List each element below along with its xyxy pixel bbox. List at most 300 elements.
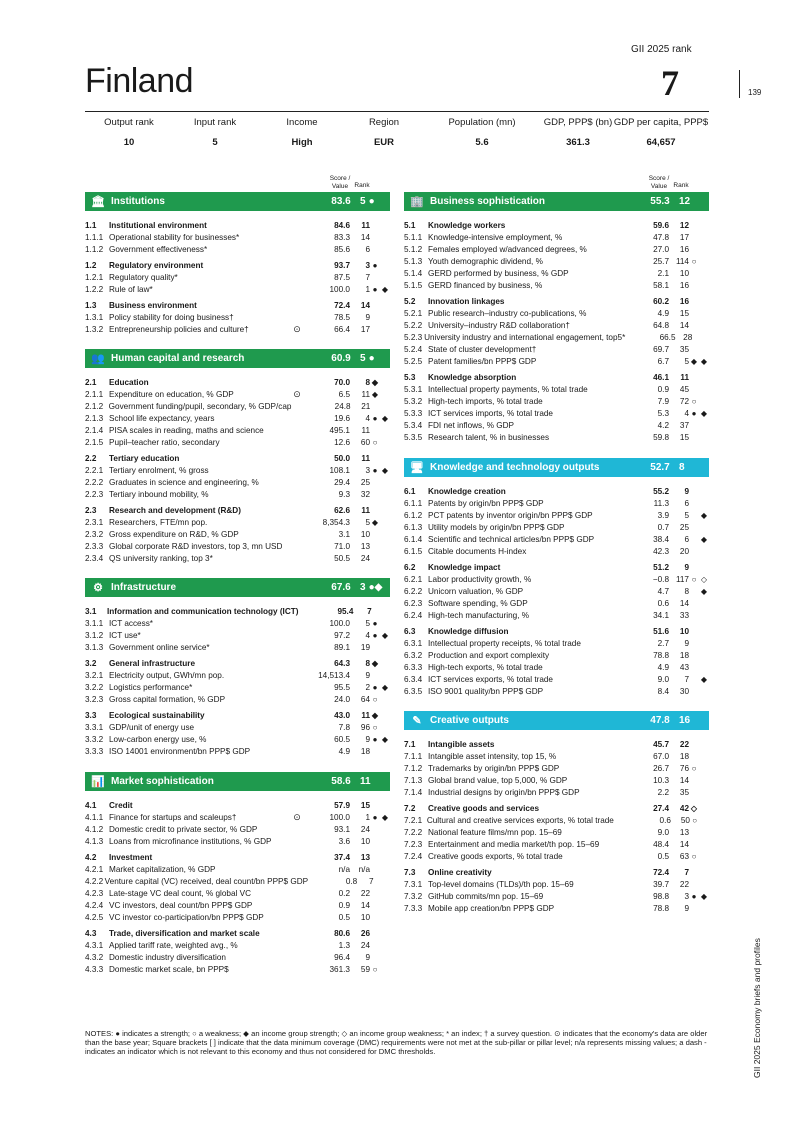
strength-marker: ○ [691, 396, 697, 406]
row-number: 2.2.1 [85, 465, 104, 475]
row-number: 7.2.2 [404, 827, 423, 837]
row-value: 51.2 [653, 562, 669, 572]
pillar-row [85, 799, 390, 811]
row-value: 495.1 [329, 425, 350, 435]
row-rank: 14 [360, 232, 370, 242]
institution-icon: 🏛 [91, 196, 105, 208]
row-label: Graduates in science and engineering, % [109, 477, 259, 487]
row-label: Government online service* [109, 642, 210, 652]
row-rank: 24 [360, 824, 370, 834]
row-rank: 7 [367, 606, 372, 616]
indicator-row [85, 388, 390, 400]
row-value: 27.0 [653, 244, 669, 254]
section-title [85, 581, 322, 594]
indicator-row [404, 902, 709, 914]
creative-icon: ✎ [412, 715, 422, 727]
row-value: 6.7 [657, 356, 669, 366]
row-rank: 9 [365, 952, 370, 962]
row-number: 5.3.2 [404, 396, 423, 406]
income-marker: ◆ [381, 630, 389, 640]
row-value: 67.0 [653, 751, 669, 761]
row-value: 95.4 [337, 606, 354, 616]
row-value: 3.6 [338, 836, 350, 846]
section-score: 47.8 [650, 715, 670, 726]
row-value: 66.5 [659, 332, 676, 342]
row-label: Rule of law* [109, 284, 153, 294]
row-number: 4.3.1 [85, 940, 104, 950]
summary-label: GDP per capita, PPP$ [613, 117, 709, 128]
overall-rank: 7 [661, 63, 679, 103]
row-value: 0.6 [657, 598, 669, 608]
row-rank: 10 [679, 268, 689, 278]
row-number: 5.1.5 [404, 280, 423, 290]
row-rank: 50 [680, 815, 690, 825]
strength-marker: ● [368, 196, 375, 207]
row-label: Online creativity [428, 867, 492, 877]
row-label: GERD financed by business, % [428, 280, 543, 290]
row-number: 2.2.3 [85, 489, 104, 499]
row-rank: 11 [361, 710, 370, 720]
side-running-title: GII 2025 Economy briefs and profiles [752, 938, 762, 1078]
row-number: 7.2.4 [404, 851, 423, 861]
row-value: 2.2 [657, 787, 669, 797]
row-label: Patents by origin/bn PPP$ GDP [428, 498, 544, 508]
row-label: Intangible asset intensity, top 15, % [428, 751, 557, 761]
row-value: −0.8 [652, 574, 669, 584]
row-label: Trade, diversification and market scale [109, 928, 260, 938]
indicator-row [404, 750, 709, 762]
older-data-flag: ⊙ [293, 388, 301, 399]
section-title [404, 195, 641, 208]
row-rank: 32 [360, 489, 370, 499]
row-number: 1.1.2 [85, 244, 104, 254]
strength-marker: ● [368, 582, 375, 593]
row-value: 72.4 [653, 867, 669, 877]
older-data-flag: ⊙ [293, 811, 301, 822]
indicator-row [85, 629, 390, 641]
summary-value: 5.6 [475, 137, 489, 148]
section-rank-value: 11 [360, 776, 371, 787]
row-number: 6.1.5 [404, 546, 423, 556]
strength-marker: ● [372, 682, 378, 692]
strength-marker: ○ [692, 815, 698, 825]
row-number: 5.2.4 [404, 344, 423, 354]
row-value: 78.5 [334, 312, 350, 322]
row-number: 7.1 [404, 739, 416, 749]
strength-marker: ○ [691, 851, 697, 861]
indicator-row [404, 774, 709, 786]
pillar-row [404, 866, 709, 878]
pillar-row [404, 219, 709, 231]
indicator-row [404, 585, 709, 597]
indicator-row [85, 641, 390, 653]
strength-marker: ○ [372, 694, 378, 704]
indicator-row [85, 899, 390, 911]
row-label: Females employed w/advanced degrees, % [428, 244, 587, 254]
indicator-row [85, 693, 390, 705]
row-rank: 14 [360, 900, 370, 910]
section-score: 60.9 [331, 353, 351, 364]
indicator-row [85, 733, 390, 745]
income-marker: ◆ [381, 682, 389, 692]
indicator-row [404, 243, 709, 255]
indicator-row [404, 383, 709, 395]
row-value: 2.1 [657, 268, 669, 278]
row-label: ICT use* [109, 630, 141, 640]
row-label: PISA scales in reading, maths and science [109, 425, 264, 435]
indicator-row [85, 476, 390, 488]
row-number: 7.1.2 [404, 763, 423, 773]
indicator-row [404, 319, 709, 331]
row-rank: 6 [684, 498, 689, 508]
row-label: University industry and international engagement, top5* [424, 332, 626, 342]
row-rank: 24 [360, 940, 370, 950]
row-rank: 37 [679, 420, 689, 430]
row-value: 3.1 [338, 529, 350, 539]
row-value: 42.3 [653, 546, 669, 556]
row-rank: 24 [360, 553, 370, 563]
indicator-row [85, 681, 390, 693]
row-label: Knowledge-intensive employment, % [428, 232, 563, 242]
row-value: 4.7 [657, 586, 669, 596]
indicator-row [404, 838, 709, 850]
row-number: 1.3 [85, 300, 97, 310]
row-label: ISO 9001 quality/bn PPP$ GDP [428, 686, 544, 696]
row-number: 5.1.4 [404, 268, 423, 278]
row-label: Regulatory quality* [109, 272, 178, 282]
row-number: 7.3 [404, 867, 416, 877]
section-header [85, 349, 390, 368]
summary-label: Income [286, 117, 318, 128]
row-number: 2.2 [85, 453, 97, 463]
section-rank-value: 3 [360, 582, 366, 593]
row-label: Youth demographic dividend, % [428, 256, 543, 266]
indicator-row [404, 267, 709, 279]
row-number: 6.1.4 [404, 534, 423, 544]
row-label: High-tech imports, % total trade [428, 396, 543, 406]
section [85, 772, 390, 975]
row-rank: 11 [361, 453, 370, 463]
income-marker: ◆ [381, 812, 389, 822]
indicator-row [404, 545, 709, 557]
row-rank: 15 [360, 800, 370, 810]
indicator-row [404, 637, 709, 649]
indicator-row [404, 685, 709, 697]
pillar-row [404, 561, 709, 573]
row-label: High-tech exports, % total trade [428, 662, 543, 672]
row-rank: 42 [679, 803, 689, 813]
row-number: 4.2.1 [85, 864, 104, 874]
summary-value: 361.3 [566, 137, 590, 148]
income-marker: ◆ [381, 465, 389, 475]
row-label: Policy stability for doing business† [109, 312, 234, 322]
row-value: 4.9 [657, 308, 669, 318]
gears-icon: ⚙ [93, 582, 103, 594]
row-value: 0.9 [657, 384, 669, 394]
row-value: 45.7 [653, 739, 669, 749]
row-value: 83.3 [334, 232, 350, 242]
row-rank: 15 [679, 308, 689, 318]
row-label: Tertiary enrolment, % gross [109, 465, 209, 475]
strength-marker: ○ [372, 964, 378, 974]
summary-label: Input rank [193, 117, 237, 128]
indicator-row [85, 323, 390, 335]
row-rank: 16 [679, 280, 689, 290]
row-rank: 11 [361, 505, 370, 515]
indicator-row [404, 509, 709, 521]
row-label: Unicorn valuation, % GDP [428, 586, 524, 596]
section [85, 578, 390, 757]
row-rank: 35 [679, 344, 689, 354]
summary-value: High [291, 137, 313, 148]
row-number: 1.1.1 [85, 232, 104, 242]
section-rank [360, 196, 390, 207]
indicator-row [404, 343, 709, 355]
pillar-row [404, 485, 709, 497]
section-rank-value: 5 [360, 353, 366, 364]
gii-rank-label: GII 2025 rank [631, 44, 692, 55]
section-title [404, 461, 641, 474]
row-value: 2.7 [657, 638, 669, 648]
row-number: 2.1.4 [85, 425, 104, 435]
section-rank [679, 715, 709, 726]
row-value: 78.8 [653, 650, 669, 660]
row-value: 87.5 [334, 272, 350, 282]
section [85, 349, 390, 564]
row-number: 3.1.3 [85, 642, 104, 652]
indicator-row [85, 811, 390, 823]
column-header-score: Score / Value [648, 175, 670, 190]
row-value: 60.5 [334, 734, 350, 744]
row-value: 85.6 [334, 244, 350, 254]
row-rank: 9 [684, 486, 689, 496]
row-number: 3.1 [85, 606, 97, 616]
row-label: Citable documents H-index [428, 546, 527, 556]
row-label: Knowledge workers [428, 220, 506, 230]
row-rank: 17 [360, 324, 370, 334]
row-number: 6.1.3 [404, 522, 423, 532]
row-label: Intellectual property payments, % total trade [428, 384, 588, 394]
row-number: 7.3.1 [404, 879, 423, 889]
row-label: Research and development (R&D) [109, 505, 241, 515]
row-rank: 4 [684, 408, 689, 418]
income-marker: ◆ [374, 582, 383, 593]
section-header [404, 192, 709, 211]
row-label: University–industry R&D collaboration† [428, 320, 570, 330]
row-label: School life expectancy, years [109, 413, 215, 423]
summary-value: 64,657 [646, 137, 676, 148]
indicator-row [85, 745, 390, 757]
row-label: Tertiary education [109, 453, 180, 463]
row-number: 3.3.3 [85, 746, 104, 756]
row-number: 5.3.4 [404, 420, 423, 430]
indicator-row [85, 488, 390, 500]
section-title [85, 195, 322, 208]
row-number: 3.1.2 [85, 630, 104, 640]
row-value: 55.2 [653, 486, 669, 496]
row-rank: 25 [360, 477, 370, 487]
row-value: 0.8 [345, 876, 358, 886]
row-label: Knowledge creation [428, 486, 506, 496]
row-value: 4.9 [338, 746, 350, 756]
strength-marker: ◆ [371, 517, 379, 527]
row-rank: 10 [360, 912, 370, 922]
strength-marker: ◆ [690, 356, 698, 366]
row-number: 2.3.2 [85, 529, 104, 539]
row-rank: 13 [360, 852, 370, 862]
section-title [404, 714, 641, 727]
row-label: Creative goods exports, % total trade [428, 851, 563, 861]
row-rank: 13 [360, 541, 370, 551]
row-value: 26.7 [653, 763, 669, 773]
summary-label: GDP, PPP$ (bn) [543, 117, 613, 128]
row-value: 100.0 [329, 618, 350, 628]
row-value: 19.6 [334, 413, 350, 423]
row-value: 108.1 [329, 465, 350, 475]
row-value: 34.1 [653, 610, 669, 620]
row-label: Institutional environment [109, 220, 207, 230]
section-score: 52.7 [650, 462, 670, 473]
row-value: 89.1 [334, 642, 350, 652]
row-value: 11.3 [653, 498, 669, 508]
row-label: Business environment [109, 300, 197, 310]
row-label: Knowledge absorption [428, 372, 517, 382]
row-label: Research talent, % in businesses [428, 432, 550, 442]
row-rank: 8 [365, 377, 370, 387]
pillar-row [404, 802, 709, 814]
row-value: 0.5 [338, 912, 350, 922]
row-label: Pupil–teacher ratio, secondary [109, 437, 220, 447]
indicator-row [85, 721, 390, 733]
pillar-row [85, 657, 390, 669]
row-value: 70.0 [334, 377, 350, 387]
row-value: 9.3 [338, 489, 350, 499]
section-header [85, 578, 390, 597]
row-value: 12.6 [334, 437, 350, 447]
row-label: Knowledge diffusion [428, 626, 509, 636]
row-number: 6.1.1 [404, 498, 423, 508]
pillar-row [85, 376, 390, 388]
row-value: 93.7 [334, 260, 350, 270]
divider [739, 70, 740, 98]
strength-marker: ○ [691, 574, 697, 584]
section-title-text: Creative outputs [430, 715, 509, 726]
row-number: 6.3.5 [404, 686, 423, 696]
row-number: 2.1.1 [85, 389, 104, 399]
row-label: Finance for startups and scaleups† [109, 812, 237, 822]
row-label: Global corporate R&D investors, top 3, mn USD [109, 541, 283, 551]
row-rank: 14 [679, 775, 689, 785]
row-label: Loans from microfinance institutions, % GDP [109, 836, 272, 846]
strength-marker: ◆ [371, 658, 379, 668]
row-rank: 21 [361, 401, 371, 411]
indicator-row [404, 497, 709, 509]
row-rank: 7 [369, 876, 374, 886]
row-rank: 1 [365, 284, 370, 294]
row-number: 2.1.5 [85, 437, 104, 447]
row-rank: 5 [365, 618, 370, 628]
row-number: 4.3 [85, 928, 97, 938]
pillar-row [85, 851, 390, 863]
row-number: 5.1.2 [404, 244, 423, 254]
row-number: 7.2 [404, 803, 416, 813]
row-value: 14,513.4 [318, 670, 350, 680]
row-label: Education [109, 377, 149, 387]
row-rank: 20 [679, 546, 689, 556]
row-rank: 11 [361, 389, 370, 399]
row-rank: 6 [365, 244, 370, 254]
row-number: 7.1.1 [404, 751, 423, 761]
row-number: 5.3.5 [404, 432, 423, 442]
row-number: 1.2.2 [85, 284, 104, 294]
row-number: 2.1.3 [85, 413, 104, 423]
row-rank: n/a [358, 864, 370, 874]
row-rank: 64 [360, 694, 370, 704]
row-number: 3.2.1 [85, 670, 104, 680]
indicator-row [404, 431, 709, 443]
row-number: 1.3.2 [85, 324, 104, 334]
row-rank: 9 [365, 312, 370, 322]
income-marker: ◆ [700, 891, 708, 901]
row-rank: 5 [684, 356, 689, 366]
indicator-row [404, 609, 709, 621]
row-label: Trademarks by origin/bn PPP$ GDP [428, 763, 560, 773]
pillar-row [85, 709, 390, 721]
row-number: 5.2.2 [404, 320, 423, 330]
indicator-row [404, 850, 709, 862]
row-value: 59.8 [653, 432, 669, 442]
indicator-row [85, 271, 390, 283]
indicator-row [404, 355, 709, 367]
indicator-row [85, 231, 390, 243]
row-label: Late-stage VC deal count, % global VC [109, 888, 252, 898]
row-number: 1.1 [85, 220, 97, 230]
row-value: 4.9 [657, 662, 669, 672]
strength-marker: ○ [372, 722, 378, 732]
row-value: 96.4 [334, 952, 350, 962]
indicator-row [85, 464, 390, 476]
section-rank-value: 16 [679, 715, 691, 726]
strength-marker: ● [372, 284, 378, 294]
row-value: 71.0 [334, 541, 350, 551]
indicator-row [85, 887, 390, 899]
indicator-row [404, 533, 709, 545]
section-title-text: Institutions [111, 196, 165, 207]
row-rank: 63 [679, 851, 689, 861]
row-number: 6.3.3 [404, 662, 423, 672]
indicator-row [85, 516, 390, 528]
row-rank: 18 [679, 751, 689, 761]
indicator-row [85, 552, 390, 564]
row-value: 8.4 [657, 686, 669, 696]
strength-marker: ◆ [371, 389, 379, 399]
row-number: 6.2.4 [404, 610, 423, 620]
row-number: 2.3 [85, 505, 97, 515]
row-number: 4.2.4 [85, 900, 104, 910]
row-value: 0.2 [338, 888, 350, 898]
row-rank: 59 [360, 964, 370, 974]
row-label: Scientific and technical articles/bn PPP$ GDP [428, 534, 595, 544]
summary-value: EUR [373, 137, 395, 148]
row-number: 5.1.1 [404, 232, 423, 242]
row-number: 4.1 [85, 800, 97, 810]
row-number: 6.3.2 [404, 650, 423, 660]
row-value: 72.4 [334, 300, 350, 310]
row-label: Market capitalization, % GDP [109, 864, 216, 874]
row-label: General infrastructure [109, 658, 195, 668]
row-number: 5.2.3 [404, 332, 423, 342]
row-rank: 7 [684, 867, 689, 877]
